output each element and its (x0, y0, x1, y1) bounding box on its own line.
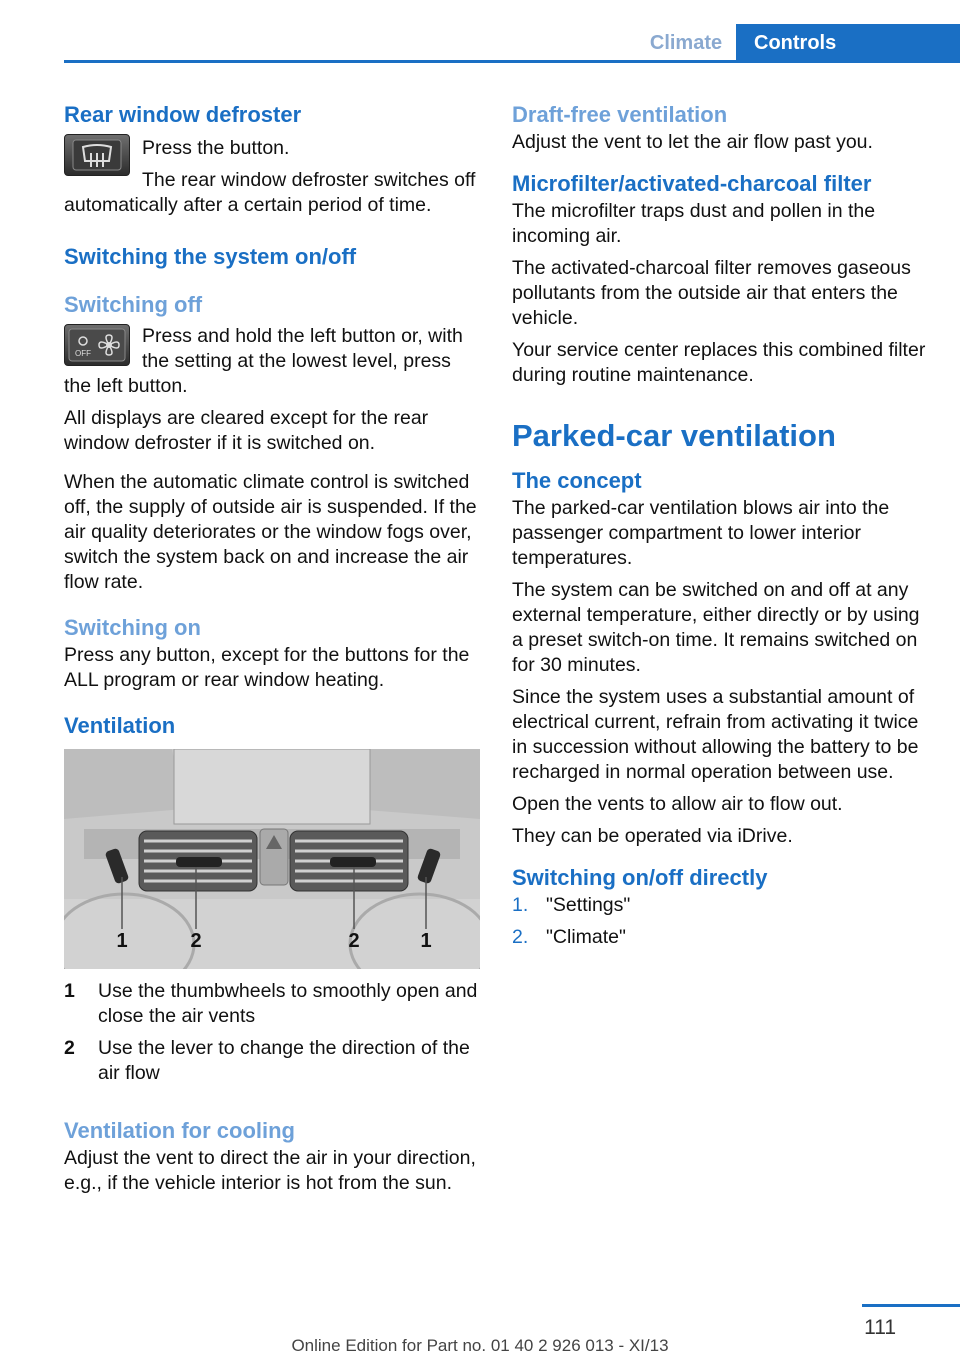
switching-off-text-3: When the automatic climate control is switched off, the supply of outside air is suspended. If the air quality deteriorates or the window fogs over, switch the system back on and increase the air flow rate. (64, 471, 477, 593)
legend-number: 1 (64, 980, 75, 1002)
step-item (512, 893, 928, 918)
page-number: 111 (864, 1316, 896, 1339)
filter-text-1: The microfilter traps dust and pollen in the incoming air. (512, 200, 876, 247)
ventilation-figure (64, 749, 480, 969)
step-item (512, 925, 928, 950)
callout-1-left: 1 (116, 930, 128, 952)
legend-item (64, 1036, 480, 1086)
rear-defroster-text-1: Press the button. (142, 137, 290, 159)
footer-rule (862, 1304, 960, 1307)
step-text: "Settings" (546, 894, 631, 916)
concept-text-2: The system can be switched on and off at any external temperature, either directly or by using a preset switch-on time. It remains switched on for 30 minutes. (512, 579, 920, 676)
draft-free-heading: Draft-free ventilation (512, 102, 728, 127)
concept-text-1: The parked-car ventilation blows air into the passenger compartment to lower interior temperatures. (512, 497, 890, 569)
right-column (512, 100, 928, 957)
rear-defroster-button-icon (64, 134, 130, 176)
direct-switching-heading: Switching on/off directly (512, 865, 768, 890)
cooling-text-1: Adjust the vent to direct the air in your direction, e.g., if the vehicle interior is hot from the sun. (64, 1147, 476, 1194)
parked-car-heading: Parked-car ventilation (512, 418, 836, 453)
draft-free-text-1: Adjust the vent to let the air flow past you. (512, 131, 873, 153)
air-vents-illustration (64, 749, 480, 969)
step-number: 2. (512, 926, 529, 948)
concept-heading: The concept (512, 468, 642, 493)
switching-off-text-1: Press and hold the left button or, with the setting at the lowest level, press the left button. (64, 325, 463, 397)
switching-off-heading: Switching off (64, 292, 203, 317)
legend-item (64, 979, 480, 1029)
ventilation-heading: Ventilation (64, 713, 176, 738)
svg-text:OFF: OFF (75, 349, 91, 358)
callout-2-right: 2 (348, 930, 360, 952)
callout-1-right: 1 (420, 930, 432, 952)
concept-text-3: Since the system uses a substantial amount of electrical current, refrain from activating it twice in succession without allowing the battery to be recharged in normal operation between use. (512, 686, 919, 783)
rear-defroster-text-2: The rear window defroster switches off automatically after a certain period of time. (64, 169, 476, 216)
header-rule (64, 60, 960, 63)
legend-text: Use the lever to change the direction of the air flow (98, 1037, 470, 1084)
tab-controls[interactable]: Controls (736, 24, 960, 60)
step-number: 1. (512, 894, 529, 916)
left-column (64, 100, 480, 1203)
page-header (0, 24, 960, 64)
off-fan-button-icon (64, 324, 130, 366)
filter-text-2: The activated-charcoal filter removes gaseous pollutants from the outside air that enters the vehicle. (512, 257, 911, 329)
legend-number: 2 (64, 1037, 75, 1059)
filter-text-3: Your service center replaces this combined filter during routine maintenance. (512, 339, 926, 386)
cooling-heading: Ventilation for cooling (64, 1118, 295, 1143)
legend-text: Use the thumbwheels to smoothly open and close the air vents (98, 980, 478, 1027)
rear-defroster-heading: Rear window defroster (64, 102, 302, 127)
callout-2-left: 2 (190, 930, 202, 952)
switching-on-text-1: Press any button, except for the buttons for the ALL program or rear window heating. (64, 644, 470, 691)
switching-system-heading: Switching the system on/off (64, 244, 357, 269)
edition-footer: Online Edition for Part no. 01 40 2 926 013 - XI/13 (291, 1336, 669, 1355)
filter-heading: Microfilter/activated-charcoal filter (512, 171, 872, 196)
concept-text-5: They can be operated via iDrive. (512, 825, 793, 847)
switching-off-text-2: All displays are cleared except for the rear window defroster if it is switched on. (64, 407, 429, 454)
step-text: "Climate" (546, 926, 626, 948)
concept-text-4: Open the vents to allow air to flow out. (512, 793, 843, 815)
tab-climate[interactable]: Climate (649, 32, 723, 54)
switching-on-heading: Switching on (64, 615, 201, 640)
